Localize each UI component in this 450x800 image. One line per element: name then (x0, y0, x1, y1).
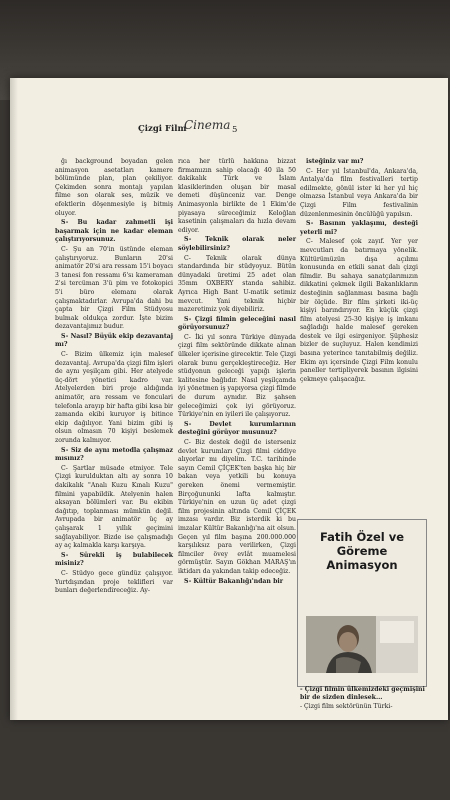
magazine-logo: Cinema (184, 118, 231, 132)
photo-caption: - Çizgi filmin ülkemizdeki geçmişini bir de sizden dinlesek... - Çizgi film sektörünün Türki- (300, 686, 425, 710)
magazine-page (10, 78, 448, 720)
interview-question: S- Teknik olarak neler söylebilirsiniz? (178, 236, 296, 252)
running-title: Çizgi Film (138, 124, 187, 134)
paragraph: C- İki yıl sonra Türkiye dünyada çizgi film sektöründe dikkate alınan ülkeler içerisine girecektir. Tele Çizgi olarak bunu gerçekleştireceğiz. Her stüdyonun geleceği yapığı işlerin kalitesine bağlıdır. Nasıl yeşilçamda iyi yönetmen iş yapıyorsa çizgi filmde de durum aynıdır. Biz şahsen geleceğimizi çok iyi görüyoruz. Türkiye'nin en iyileri ile çalışıyoruz. (178, 333, 296, 419)
sidebar-box (297, 519, 427, 687)
paragraph: C- Her yıl İstanbul'da, Ankara'da, Antalya'da film festivalleri tertip edilmekte, gönül ister ki her yıl hiç olmazsa İstanbul veya Ankara'da bir Çizgi Film festivalinin düzenlenmesinin öncülüğü yapılsın. (300, 167, 418, 218)
paragraph: C- Bizim ülkemiz için malesef dezavantaj. Avrupa'da çizgi film işleri de aynı yeşilçam gibi. Her atelyede üç-dört yönetici kadro var. Atelyelerden biri proje aldığında animatör, ara ressam ve fonculari telefonla arayıp bir hafta gibi kısa bir zamanda ekibi kuruyor iş bitince ekip dağılıyor. Yani bizim gibi iş olsun olmasın 70 kişiyi beslemek zorunda kalmıyor. (55, 351, 173, 444)
paragraph: C- Teknik olarak dünya standardında bir stüdyoyuz. Bütün dünyadaki üretimi 25 adet olan 35mm OXBERY standa sahibiz. Ayrıca High Bant U-matik setimiz mevcut. Yani teknik hiçbir mazeretimiz yok diyebiliriz. (178, 254, 296, 314)
interview-question: isteğiniz var mı? (306, 158, 364, 165)
paragraph: C- Biz destek değil de isterseniz devlet kurumları Çizgi filmi ciddiye alıyorlar mı diyelim. T.C. tarihinde sayın Cemil ÇİÇEK'ten başka hiç bir bakan veya yetkili bu konuya gereken önemi vermemiştir. Birçoğununki lafta kalmıştır. Türkiye'nin en uzun üç adet çizgi film projesinin altında Cemil ÇİÇEK imzası vardır. Biz isterdik ki bu imzalar Kültür Bakanlığı'na ait olsun. Geçen yıl film başına 200.000.000 karşılıksız para verilirken, Çizgi filmciler övey evlât muamelesi görmüştür. Sayın Gökhan MARAŞ'ın iktidarı da yakından takip edeceğiz. (178, 439, 296, 575)
paragraph: C- Şartlar müsade etmiyor. Tele Çizgi kurulduktan altı ay sonra 10 dakikalık "Analı Kuzu Kınalı Kuzu" filmini yapabildik. Atelyenin halen aksayan bölümleri var. Bu ekibin dağıtıp, toplanması mümkün değil. Avrupada bir animatör üç ay çalışarak 1 yıllık geçimini sağlayabiliyor. Bizde ise çalışmadığı ay aç kalmakla karşı karşıya. (55, 464, 173, 550)
interview-question: S- Bu kadar zahmetli işi başarmak için ne kadar eleman çalıştırıyorsunuz. (55, 219, 173, 244)
paragraph: rıca her türlü hakkına bizzat firmamızın sahip olacağı 40 ila 50 dakikalık Türk ve İslam klasiklerinden oluşan bir masal demeti düşünceniz var. Denge Animasyonla birlikte de 1 Ekim'de piyasaya süreceğimiz Keloğlan kasetinin çalışmaları da hızla devam ediyor. (178, 158, 296, 234)
text-column-3 (300, 158, 418, 385)
sidebar-title: Fatih Özel ve Göreme Animasyon (319, 530, 405, 572)
portrait-photo (306, 616, 418, 673)
page-header (10, 118, 448, 140)
paragraph: ğı background boyadan gelen animasyon asetatları kamere bölümünde plan, plan çekiliyor. Çekimden sonra montajı yapılan filme son olarak ses, müzik ve efektlerin döşenmesiyle iş bitmiş oluyor. (55, 158, 173, 217)
interview-question: S- Çizgi filmin geleceğini nasıl görüyorsunuz? (178, 315, 296, 332)
interview-question: S- Nasıl? Büyük ekip dezavantaj mı? (55, 332, 173, 349)
interview-question: S- Devlet kurumlarının desteğini görüyor musunuz? (178, 420, 296, 437)
interview-question: S- Kültür Bakanlığı'ndan bir (184, 577, 284, 585)
paragraph: C- Malesef çok zayıf. Yer yer mevcutları da batırmaya yönelik. Kültürümüzün dışa açılımı konusunda en etkili sanat dalı çizgi filmdir. Bu sahaya sanatçılarımızın dikkatini çekmek ilgili Bakanlıkların desteğinin sağlanması basına bağlı bir ölçüde. Bir film şirketi iki-üç kişiyi barındırıyor. En küçük çizgi film atelyesi 25-30 kişiye iş imkanı sağladığı halde malesef gereken destek ve ilgi esirgeniyor. Şüphesiz bizler de suçluyuz. Halen kendimizi basına yeterince tanıtabilmiş değiliz. Ekim ayı içersinde Çizgi Film konulu paneller tertipliyerek basının ilgisini çekmeye çalışacağız. (300, 238, 418, 383)
interview-question: S- Siz de aynı metodla çalışmaz mısınız? (55, 446, 173, 463)
interview-question: S- Sürekli iş bulabilecek misiniz? (55, 551, 173, 568)
text-column-1 (55, 158, 173, 597)
paragraph: C- Stüdyo gece gündüz çalışıyor. Yurtdışından proje teklifleri var bunları değerlendireceğiz. Ay- (55, 569, 173, 595)
paragraph: C- Şu an 70'in üstünde eleman çalıştırıyoruz. Bunların 20'si animatör 20'si ara ressam 15'i boyacı 3 tanesi fon ressamı 6'sı kameraman 2'si tercüman 3'ü pim ve fotokopici 5'i büro elemanı olarak çalışmaktadırlar. Avrupa'da dahi bu çapta bir Çizgi Film Stüdyosu bulmak oldukça zordur. İşte bizim dezavantajımız budur. (55, 245, 173, 331)
text-column-2 (178, 158, 296, 587)
portrait-photo-image (306, 616, 418, 673)
interview-question: S- Basının yaklaşımı, desteği yeterli mi? (300, 220, 418, 236)
page-number: 5 (232, 125, 238, 135)
